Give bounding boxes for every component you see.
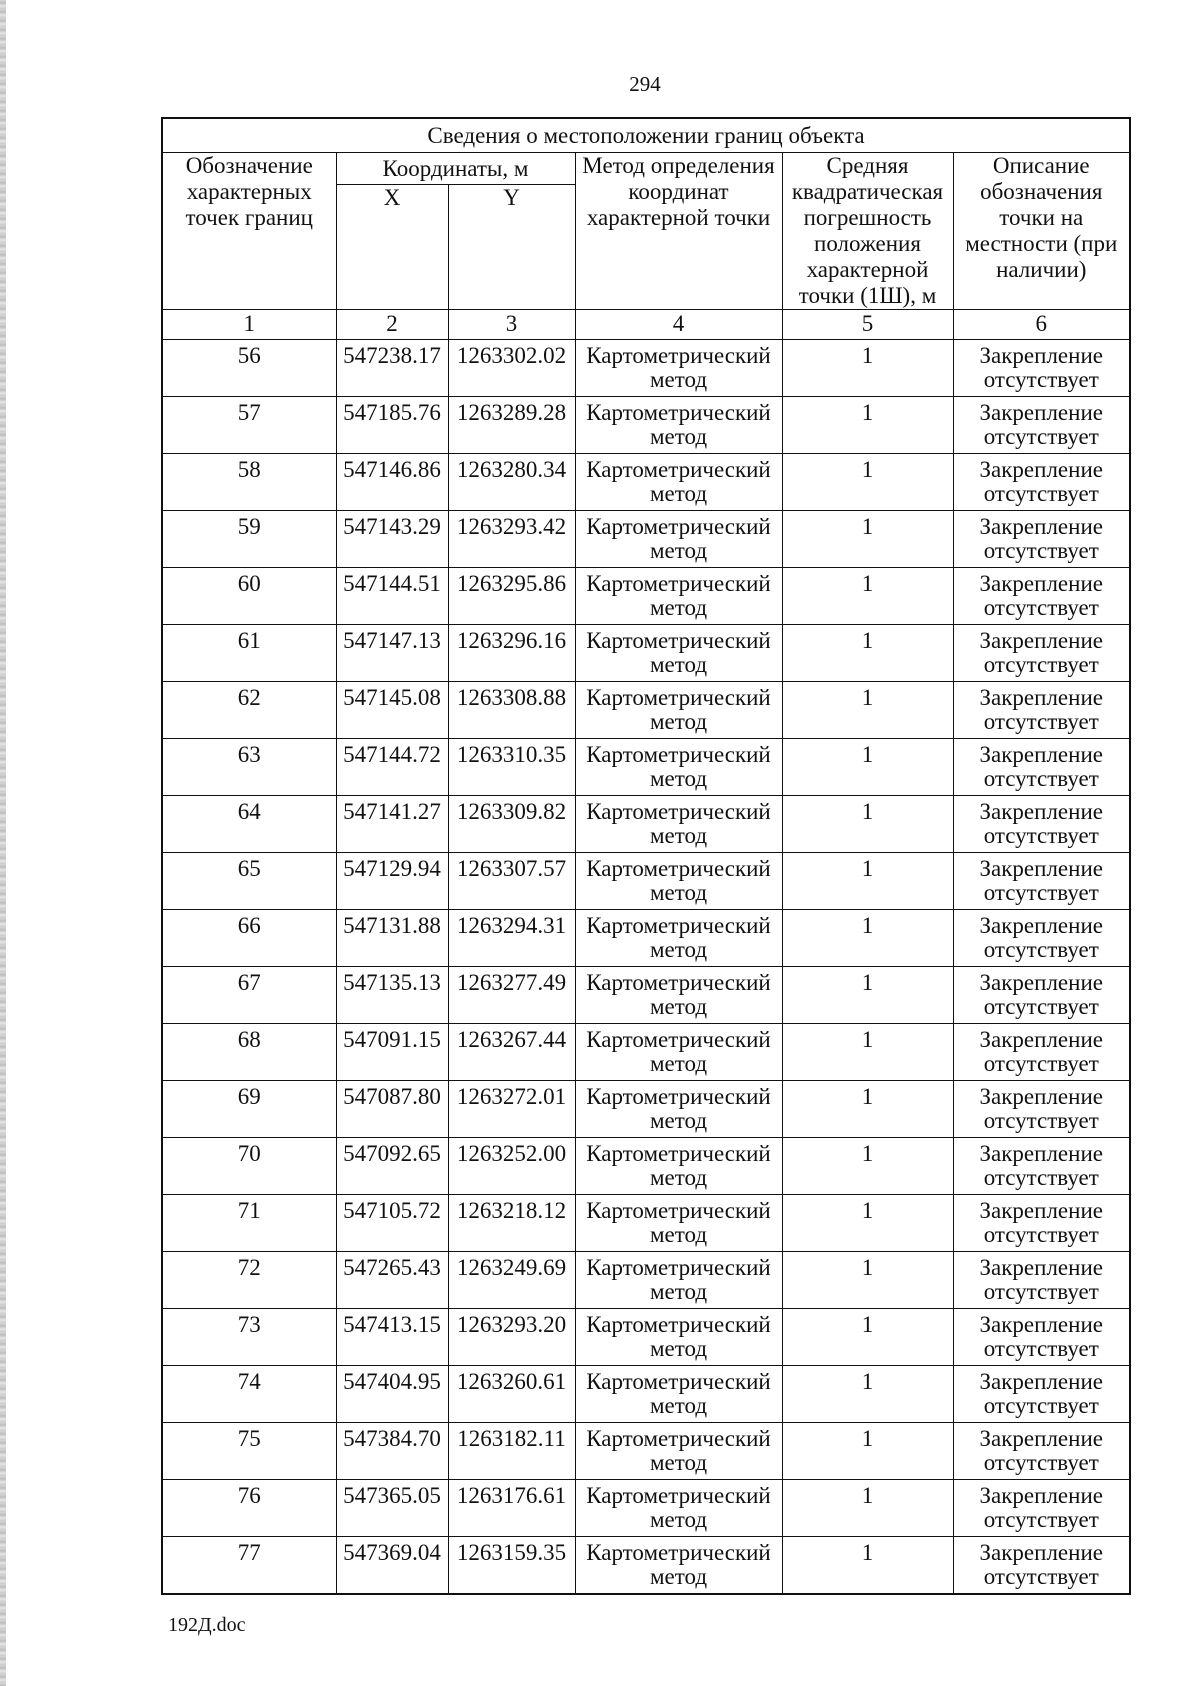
description-cell: Закрепление отсутствует: [953, 910, 1130, 967]
method-cell: Картометрический метод: [575, 511, 782, 568]
method-cell: Картометрический метод: [575, 910, 782, 967]
table-row: [162, 1309, 1130, 1366]
header-method: Метод определения координат характерной точки: [575, 153, 782, 310]
point-cell: 68: [162, 1024, 336, 1081]
error-cell: 1: [782, 1309, 953, 1366]
error-cell: 1: [782, 454, 953, 511]
column-number: 3: [448, 310, 575, 340]
table-row: [162, 967, 1130, 1024]
table-row: [162, 340, 1130, 397]
method-cell: Картометрический метод: [575, 625, 782, 682]
x-coordinate-cell: 547144.72: [336, 739, 448, 796]
x-coordinate-cell: 547146.86: [336, 454, 448, 511]
x-coordinate-cell: 547404.95: [336, 1366, 448, 1423]
table-row: [162, 853, 1130, 910]
description-cell: Закрепление отсутствует: [953, 1195, 1130, 1252]
point-cell: 59: [162, 511, 336, 568]
error-cell: 1: [782, 511, 953, 568]
method-cell: Картометрический метод: [575, 1081, 782, 1138]
method-cell: Картометрический метод: [575, 682, 782, 739]
table-row: [162, 568, 1130, 625]
point-cell: 71: [162, 1195, 336, 1252]
error-cell: 1: [782, 682, 953, 739]
y-coordinate-cell: 1263293.42: [448, 511, 575, 568]
method-cell: Картометрический метод: [575, 454, 782, 511]
point-cell: 64: [162, 796, 336, 853]
description-cell: Закрепление отсутствует: [953, 625, 1130, 682]
description-cell: Закрепление отсутствует: [953, 1423, 1130, 1480]
x-coordinate-cell: 547145.08: [336, 682, 448, 739]
y-coordinate-cell: 1263307.57: [448, 853, 575, 910]
x-coordinate-cell: 547091.15: [336, 1024, 448, 1081]
method-cell: Картометрический метод: [575, 1024, 782, 1081]
x-coordinate-cell: 547413.15: [336, 1309, 448, 1366]
method-cell: Картометрический метод: [575, 967, 782, 1024]
point-cell: 57: [162, 397, 336, 454]
boundary-coordinates-table: [161, 117, 1131, 1595]
y-coordinate-cell: 1263159.35: [448, 1537, 575, 1595]
description-cell: Закрепление отсутствует: [953, 568, 1130, 625]
x-coordinate-cell: 547238.17: [336, 340, 448, 397]
column-number: 2: [336, 310, 448, 340]
table-row: [162, 1366, 1130, 1423]
x-coordinate-cell: 547105.72: [336, 1195, 448, 1252]
description-cell: Закрепление отсутствует: [953, 853, 1130, 910]
method-cell: Картометрический метод: [575, 1138, 782, 1195]
header-x: X: [336, 185, 448, 310]
point-cell: 72: [162, 1252, 336, 1309]
y-coordinate-cell: 1263308.88: [448, 682, 575, 739]
table-row: [162, 1081, 1130, 1138]
y-coordinate-cell: 1263309.82: [448, 796, 575, 853]
method-cell: Картометрический метод: [575, 340, 782, 397]
method-cell: Картометрический метод: [575, 1366, 782, 1423]
description-cell: Закрепление отсутствует: [953, 1024, 1130, 1081]
y-coordinate-cell: 1263277.49: [448, 967, 575, 1024]
point-cell: 69: [162, 1081, 336, 1138]
error-cell: 1: [782, 910, 953, 967]
table-row: [162, 397, 1130, 454]
point-cell: 62: [162, 682, 336, 739]
error-cell: 1: [782, 739, 953, 796]
method-cell: Картометрический метод: [575, 568, 782, 625]
x-coordinate-cell: 547131.88: [336, 910, 448, 967]
description-cell: Закрепление отсутствует: [953, 1309, 1130, 1366]
description-cell: Закрепление отсутствует: [953, 1081, 1130, 1138]
description-cell: Закрепление отсутствует: [953, 796, 1130, 853]
method-cell: Картометрический метод: [575, 1252, 782, 1309]
column-number: 4: [575, 310, 782, 340]
method-cell: Картометрический метод: [575, 1309, 782, 1366]
x-coordinate-cell: 547144.51: [336, 568, 448, 625]
point-cell: 65: [162, 853, 336, 910]
column-number: 5: [782, 310, 953, 340]
method-cell: Картометрический метод: [575, 853, 782, 910]
table-row: [162, 796, 1130, 853]
y-coordinate-cell: 1263249.69: [448, 1252, 575, 1309]
y-coordinate-cell: 1263218.12: [448, 1195, 575, 1252]
table-row: [162, 511, 1130, 568]
table-row: [162, 1195, 1130, 1252]
y-coordinate-cell: 1263252.00: [448, 1138, 575, 1195]
description-cell: Закрепление отсутствует: [953, 967, 1130, 1024]
description-cell: Закрепление отсутствует: [953, 682, 1130, 739]
error-cell: 1: [782, 340, 953, 397]
y-coordinate-cell: 1263310.35: [448, 739, 575, 796]
x-coordinate-cell: 547129.94: [336, 853, 448, 910]
description-cell: Закрепление отсутствует: [953, 1138, 1130, 1195]
point-cell: 56: [162, 340, 336, 397]
point-cell: 70: [162, 1138, 336, 1195]
table-row: [162, 1138, 1130, 1195]
column-number: 1: [162, 310, 336, 340]
header-description: Описание обозначения точки на местности (при наличии): [953, 153, 1130, 310]
description-cell: Закрепление отсутствует: [953, 739, 1130, 796]
error-cell: 1: [782, 1366, 953, 1423]
description-cell: Закрепление отсутствует: [953, 1252, 1130, 1309]
error-cell: 1: [782, 1138, 953, 1195]
table-row: [162, 1537, 1130, 1595]
error-cell: 1: [782, 967, 953, 1024]
y-coordinate-cell: 1263267.44: [448, 1024, 575, 1081]
y-coordinate-cell: 1263176.61: [448, 1480, 575, 1537]
error-cell: 1: [782, 1480, 953, 1537]
error-cell: 1: [782, 568, 953, 625]
column-number: 6: [953, 310, 1130, 340]
description-cell: Закрепление отсутствует: [953, 1537, 1130, 1595]
method-cell: Картометрический метод: [575, 1423, 782, 1480]
table-row: [162, 454, 1130, 511]
y-coordinate-cell: 1263182.11: [448, 1423, 575, 1480]
x-coordinate-cell: 547092.65: [336, 1138, 448, 1195]
footer-filename: 192Д.doc: [168, 1614, 246, 1636]
error-cell: 1: [782, 1537, 953, 1595]
method-cell: Картометрический метод: [575, 796, 782, 853]
point-cell: 76: [162, 1480, 336, 1537]
scan-edge: [0, 0, 6, 1686]
y-coordinate-cell: 1263294.31: [448, 910, 575, 967]
y-coordinate-cell: 1263280.34: [448, 454, 575, 511]
point-cell: 67: [162, 967, 336, 1024]
point-cell: 61: [162, 625, 336, 682]
point-cell: 77: [162, 1537, 336, 1595]
x-coordinate-cell: 547135.13: [336, 967, 448, 1024]
y-coordinate-cell: 1263272.01: [448, 1081, 575, 1138]
x-coordinate-cell: 547147.13: [336, 625, 448, 682]
method-cell: Картометрический метод: [575, 739, 782, 796]
x-coordinate-cell: 547369.04: [336, 1537, 448, 1595]
table-row: [162, 739, 1130, 796]
description-cell: Закрепление отсутствует: [953, 454, 1130, 511]
error-cell: 1: [782, 1081, 953, 1138]
y-coordinate-cell: 1263293.20: [448, 1309, 575, 1366]
method-cell: Картометрический метод: [575, 397, 782, 454]
y-coordinate-cell: 1263295.86: [448, 568, 575, 625]
y-coordinate-cell: 1263289.28: [448, 397, 575, 454]
point-cell: 74: [162, 1366, 336, 1423]
x-coordinate-cell: 547087.80: [336, 1081, 448, 1138]
y-coordinate-cell: 1263302.02: [448, 340, 575, 397]
description-cell: Закрепление отсутствует: [953, 397, 1130, 454]
x-coordinate-cell: 547365.05: [336, 1480, 448, 1537]
table-row: [162, 1423, 1130, 1480]
table-row: [162, 1480, 1130, 1537]
page-number: 294: [629, 72, 661, 96]
point-cell: 58: [162, 454, 336, 511]
description-cell: Закрепление отсутствует: [953, 1366, 1130, 1423]
x-coordinate-cell: 547384.70: [336, 1423, 448, 1480]
method-cell: Картометрический метод: [575, 1480, 782, 1537]
table-row: [162, 910, 1130, 967]
description-cell: Закрепление отсутствует: [953, 340, 1130, 397]
table-body: [162, 340, 1130, 1595]
table-row: [162, 1252, 1130, 1309]
error-cell: 1: [782, 853, 953, 910]
header-point: Обозначение характерных точек границ: [162, 153, 336, 310]
method-cell: Картометрический метод: [575, 1195, 782, 1252]
header-coordinates: Координаты, м: [336, 153, 575, 185]
description-cell: Закрепление отсутствует: [953, 511, 1130, 568]
x-coordinate-cell: 547143.29: [336, 511, 448, 568]
table-row: [162, 682, 1130, 739]
x-coordinate-cell: 547185.76: [336, 397, 448, 454]
header-y: Y: [448, 185, 575, 310]
point-cell: 75: [162, 1423, 336, 1480]
point-cell: 73: [162, 1309, 336, 1366]
point-cell: 63: [162, 739, 336, 796]
x-coordinate-cell: 547141.27: [336, 796, 448, 853]
x-coordinate-cell: 547265.43: [336, 1252, 448, 1309]
description-cell: Закрепление отсутствует: [953, 1480, 1130, 1537]
error-cell: 1: [782, 1024, 953, 1081]
error-cell: 1: [782, 1423, 953, 1480]
error-cell: 1: [782, 397, 953, 454]
y-coordinate-cell: 1263260.61: [448, 1366, 575, 1423]
error-cell: 1: [782, 625, 953, 682]
error-cell: 1: [782, 1252, 953, 1309]
point-cell: 60: [162, 568, 336, 625]
error-cell: 1: [782, 796, 953, 853]
table-title: Сведения о местоположении границ объекта: [162, 118, 1130, 153]
header-error: Средняя квадратическая погрешность положения характерной точки (1Ш), м: [782, 153, 953, 310]
point-cell: 66: [162, 910, 336, 967]
method-cell: Картометрический метод: [575, 1537, 782, 1595]
table-row: [162, 625, 1130, 682]
error-cell: 1: [782, 1195, 953, 1252]
table-row: [162, 1024, 1130, 1081]
column-number-row: [162, 310, 1130, 340]
y-coordinate-cell: 1263296.16: [448, 625, 575, 682]
